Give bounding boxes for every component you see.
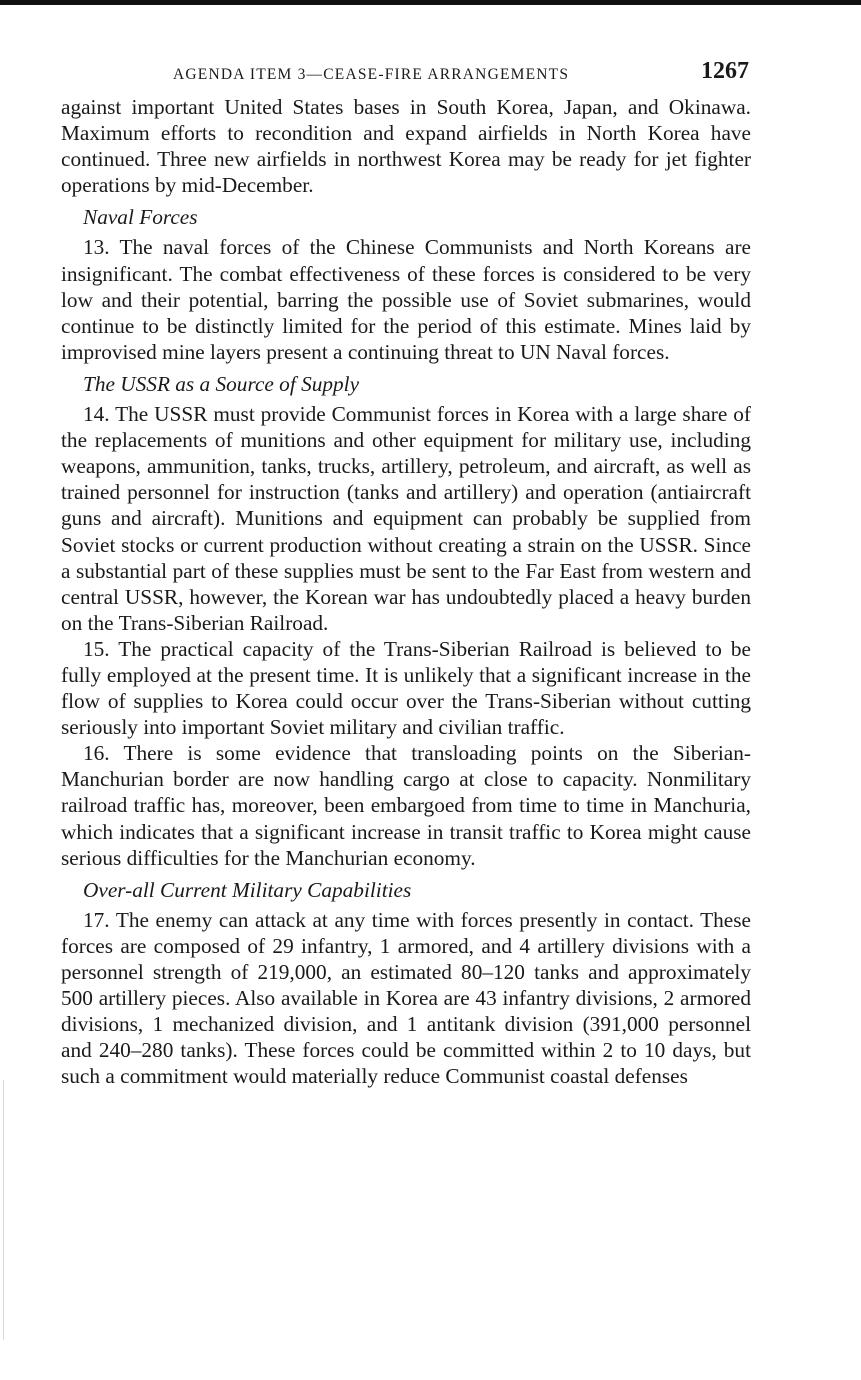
running-title: AGENDA ITEM 3—CEASE-FIRE ARRANGEMENTS [173, 66, 570, 83]
intro-paragraph: against important United States bases in South Korea, Japan, and Okinawa. Maximum efforts to recondition and expand airfields in North Korea have continued. Three new airfields in northwest Korea may be ready for jet fighter operations by mid-December. [61, 95, 751, 198]
page-number: 1267 [701, 58, 749, 84]
paragraph-14: 14. The USSR must provide Communist forces in Korea with a large share of the replacements of munitions and other equipment for military use, including weapons, ammunition, tanks, trucks, artillery, petroleum, and aircraft, as well as trained personnel for instruction (tanks and artillery) and operation (antiaircraft guns and aircraft). Munitions and equipment can probably be supplied from Soviet stocks or current production without creating a strain on the USSR. Since a substantial part of these supplies must be sent to the Far East from western and central USSR, however, the Korean war has undoubtedly placed a heavy burden on the Trans-Siberian Railroad. [61, 402, 751, 635]
page-edge-mark [3, 1080, 4, 1340]
section-heading-naval-forces: Naval Forces [83, 205, 198, 230]
running-head [61, 56, 751, 94]
paragraph-17: 17. The enemy can attack at any time with forces presently in contact. These forces are composed of 29 infantry, 1 armored, and 4 artillery divisions with a personnel strength of 219,000, an estimated 80–120 tanks and approximately 500 artillery pieces. Also available in Korea are 43 infantry divisions, 2 armored divisions, 1 mechanized division, and 1 antitank division (391,000 personnel and 240–280 tanks). These forces could be committed within 2 to 10 days, but such a commitment would materially reduce Communist coastal defenses [61, 907, 751, 1089]
section-heading-ussr-supply: The USSR as a Source of Supply [83, 371, 360, 396]
document-page [61, 56, 751, 1089]
body-text [61, 94, 751, 1089]
section-heading-military-capabilities: Over-all Current Military Capabilities [83, 877, 412, 902]
paragraph-13: 13. The naval forces of the Chinese Communists and North Koreans are insignificant. The combat effectiveness of these forces is considered to be very low and their potential, barring the possible use of Soviet submarines, would continue to be distinctly limited for the period of this estimate. Mines laid by improvised mine layers present a continuing threat to UN Naval forces. [61, 235, 751, 364]
paragraph-16: 16. There is some evidence that transloading points on the Siberian-Manchurian border are now handling cargo at close to capacity. Nonmilitary railroad traffic has, moreover, been embargoed from time to time in Manchuria, which indicates that a significant increase in transit traffic to Korea might cause serious difficulties for the Manchurian economy. [61, 741, 751, 870]
top-border-rule [0, 0, 861, 5]
paragraph-15: 15. The practical capacity of the Trans-Siberian Railroad is believed to be fully employed at the present time. It is unlikely that a significant increase in the flow of supplies to Korea could occur over the Trans-Siberian without cutting seriously into important Soviet military and civilian traffic. [61, 636, 751, 740]
